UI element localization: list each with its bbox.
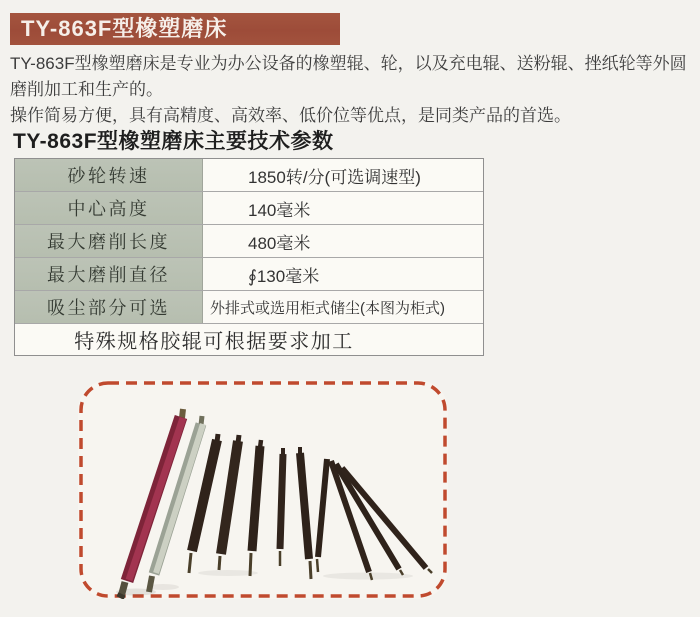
product-description — [10, 51, 700, 129]
rollers-photo-illustration — [78, 380, 448, 599]
page-title: TY-863F型橡塑磨床 — [10, 13, 340, 45]
shadow — [323, 573, 413, 580]
description-paragraph-1: TY-863F型橡塑磨床是专业为办公设备的橡塑辊、轮，以及充电辊、送粉辊、挫纸轮等外圆磨削加工和生产的。 — [10, 54, 687, 99]
product-photo — [78, 380, 448, 599]
spec-value: 480毫米 — [248, 233, 311, 253]
spec-value: ∮130毫米 — [248, 266, 320, 286]
spec-value: 1850转/分(可选调速型) — [248, 167, 421, 187]
specs-section-title: TY-863F型橡塑磨床主要技术参数 — [13, 130, 334, 153]
spec-label: 最大磨削直径 — [15, 258, 203, 290]
table-row — [15, 224, 483, 257]
table-row — [15, 290, 483, 323]
spec-label: 中心高度 — [15, 192, 203, 224]
table-row — [15, 159, 483, 191]
spec-label: 砂轮转速 — [15, 159, 203, 191]
spec-value: 外排式或选用柜式储尘(本图为柜式) — [210, 299, 445, 317]
spec-table — [14, 158, 484, 356]
spec-footer-note: 特殊规格胶辊可根据要求加工 — [15, 323, 483, 355]
spec-label: 吸尘部分可选 — [15, 291, 203, 323]
roller-dark-4 — [280, 448, 283, 566]
table-row — [15, 257, 483, 290]
spec-value: 140毫米 — [248, 200, 311, 220]
spec-label: 最大磨削长度 — [15, 225, 203, 257]
table-row — [15, 191, 483, 224]
description-paragraph-2: 操作简易方便，具有高精度、高效率、低价位等优点，是同类产品的首选。 — [10, 106, 571, 125]
